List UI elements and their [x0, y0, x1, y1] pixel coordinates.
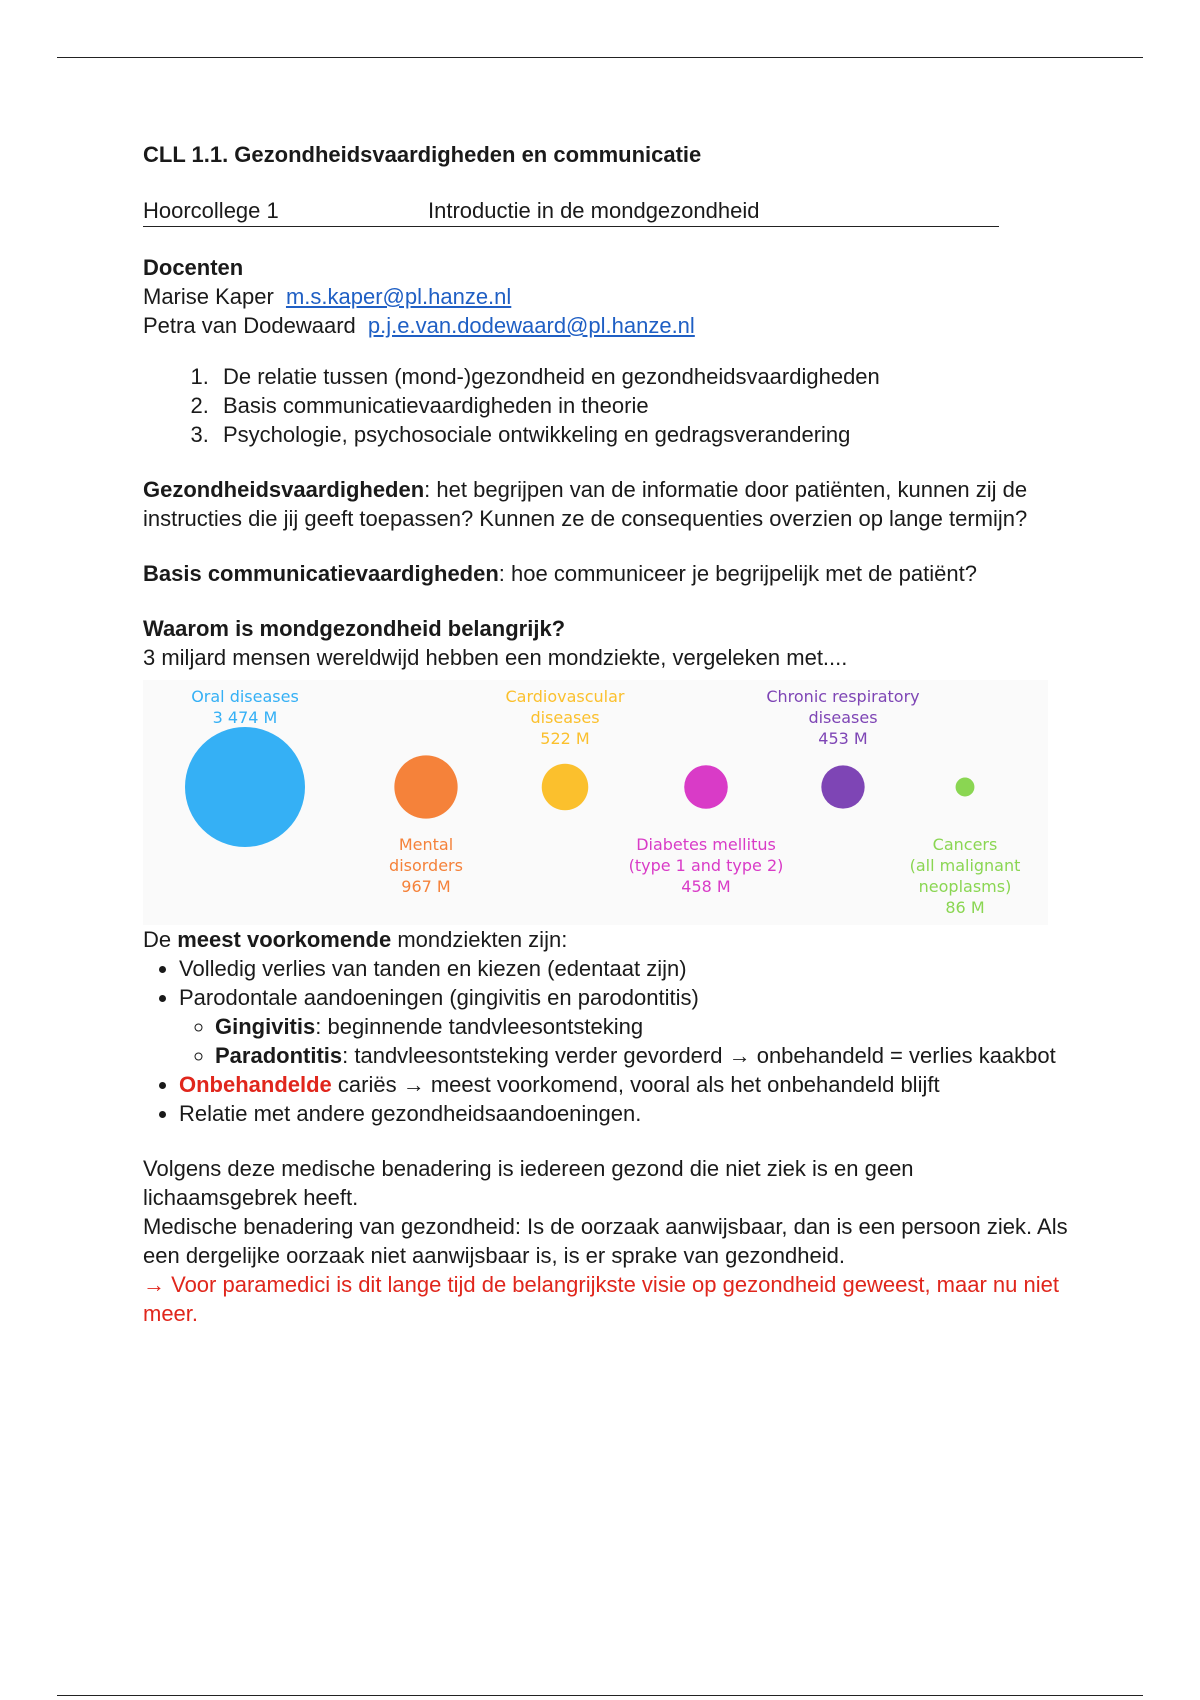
disease-bubble-chart: [143, 680, 1048, 925]
bubble-category-label: Oral diseases: [191, 687, 299, 706]
list-item-text: cariës → meest voorkomend, vooral als het onbehandeld blijft: [331, 1072, 940, 1097]
importance-section: [143, 614, 1073, 672]
list-item: • Relatie met andere gezondheidsaandoeningen.: [179, 1099, 1073, 1128]
bubble-category-label: Chronic respiratory: [766, 687, 920, 706]
closing-section: [143, 1154, 1073, 1328]
list-item: [179, 1070, 1073, 1099]
closing-paragraph: Volgens deze medische benadering is iedereen gezond die niet ziek is en geen lichaamsgebrek heeft.: [143, 1156, 914, 1210]
bubble-category-label: disorders: [389, 856, 463, 875]
list-item: [179, 983, 1073, 1070]
intro-text: De: [143, 927, 178, 952]
sub-text: : tandvleesontsteking verder gevorderd → onbehandeld = verlies kaakbot: [342, 1043, 1056, 1068]
list-item: • Volledig verlies van tanden en kiezen (edentaat zijn): [179, 954, 1073, 983]
bubble-category-label: (all malignant: [909, 856, 1021, 875]
bubble-category-label: (type 1 and type 2): [628, 856, 784, 875]
sub-term: Paradontitis: [215, 1043, 343, 1068]
common-intro: [143, 925, 1073, 954]
document-page: [143, 140, 1073, 1328]
diseases-list: [143, 954, 1073, 1128]
definition-term: Basis communicatievaardigheden: [143, 561, 499, 586]
topics-list: [143, 362, 1073, 449]
list-item-text: Parodontale aandoeningen (gingivitis en parodontitis): [179, 985, 699, 1010]
teacher-name: Marise Kaper: [143, 284, 274, 309]
intro-emphasis: meest voorkomende: [177, 927, 392, 952]
topic-item: 2. Basis communicatievaardigheden in theorie: [215, 391, 1073, 420]
sub-term: Gingivitis: [215, 1014, 316, 1039]
bubble-mark: [684, 765, 728, 809]
bubble-category-label: Cardiovascular: [505, 687, 625, 706]
teacher-email-link[interactable]: p.j.e.van.dodewaard@pl.hanze.nl: [367, 313, 695, 338]
bubble-value-label: 458 M: [681, 877, 731, 896]
bubble-value-label: 967 M: [401, 877, 451, 896]
highlight-red: Onbehandelde: [179, 1072, 332, 1097]
intro-text: mondziekten zijn:: [391, 927, 568, 952]
topic-item: 1. De relatie tussen (mond-)gezondheid en gezondheidsvaardigheden: [215, 362, 1073, 391]
definition-health-skills: [143, 475, 1073, 533]
lecture-line: [143, 196, 999, 227]
bubble-value-label: 453 M: [818, 729, 868, 748]
sub-text: : beginnende tandvleesontsteking: [315, 1014, 644, 1039]
definition-text: : het begrijpen van de informatie door patiënten, kunnen zij de instructies die jij geeft toepassen? Kunnen ze de consequenties overzien op lange termijn?: [143, 477, 1028, 531]
sub-list-item: [215, 1041, 1073, 1070]
bubble-chart-svg: [143, 680, 1048, 925]
definition-communication: [143, 559, 1073, 588]
document-title: CLL 1.1. Gezondheidsvaardigheden en communicatie: [143, 142, 702, 167]
bubble-mark: [956, 778, 975, 797]
top-rule: [57, 57, 1143, 58]
bubble-category-label: neoplasms): [918, 877, 1012, 896]
bubble-category-label: Cancers: [932, 835, 998, 854]
sub-list: [179, 1012, 1073, 1070]
closing-paragraph: Medische benadering van gezondheid: Is de oorzaak aanwijsbaar, dan is een persoon ziek. Als een dergelijke oorzaak niet aanwijsbaar is, is er sprake van gezondheid.: [143, 1214, 1068, 1268]
definition-term: Gezondheidsvaardigheden: [143, 477, 425, 502]
teachers-heading: Docenten: [143, 255, 244, 280]
bubble-category-label: Diabetes mellitus: [636, 835, 776, 854]
bubble-value-label: 3 474 M: [212, 708, 278, 727]
bubble-category-label: diseases: [808, 708, 878, 727]
teacher-row: [143, 311, 1073, 340]
topic-item: 3. Psychologie, psychosociale ontwikkeling en gedragsverandering: [215, 420, 1073, 449]
closing-note: → Voor paramedici is dit lange tijd de belangrijkste visie op gezondheid geweest, maar nu niet meer.: [143, 1272, 1059, 1326]
teacher-email-link[interactable]: m.s.kaper@pl.hanze.nl: [285, 284, 512, 309]
bubble-category-label: Mental: [398, 835, 454, 854]
lecture-label: Hoorcollege 1: [143, 198, 279, 223]
bottom-rule: [57, 1695, 1143, 1696]
bubble-mark: [185, 727, 305, 847]
bubble-mark: [394, 755, 457, 818]
bubble-mark: [542, 764, 589, 811]
bubble-value-label: 522 M: [540, 729, 590, 748]
bubble-mark: [821, 765, 864, 808]
teacher-row: [143, 282, 1073, 311]
definition-text: : hoe communiceer je begrijpelijk met de patiënt?: [498, 561, 977, 586]
lecture-topic: Introductie in de mondgezondheid: [428, 198, 760, 223]
importance-heading: Waarom is mondgezondheid belangrijk?: [143, 616, 566, 641]
teacher-name: Petra van Dodewaard: [143, 313, 356, 338]
bubble-category-label: diseases: [530, 708, 600, 727]
teachers-section: [143, 253, 1073, 340]
importance-intro: 3 miljard mensen wereldwijd hebben een mondziekte, vergeleken met....: [143, 645, 848, 670]
sub-list-item: [215, 1012, 1073, 1041]
common-diseases-section: [143, 925, 1073, 1128]
bubble-value-label: 86 M: [945, 898, 985, 917]
